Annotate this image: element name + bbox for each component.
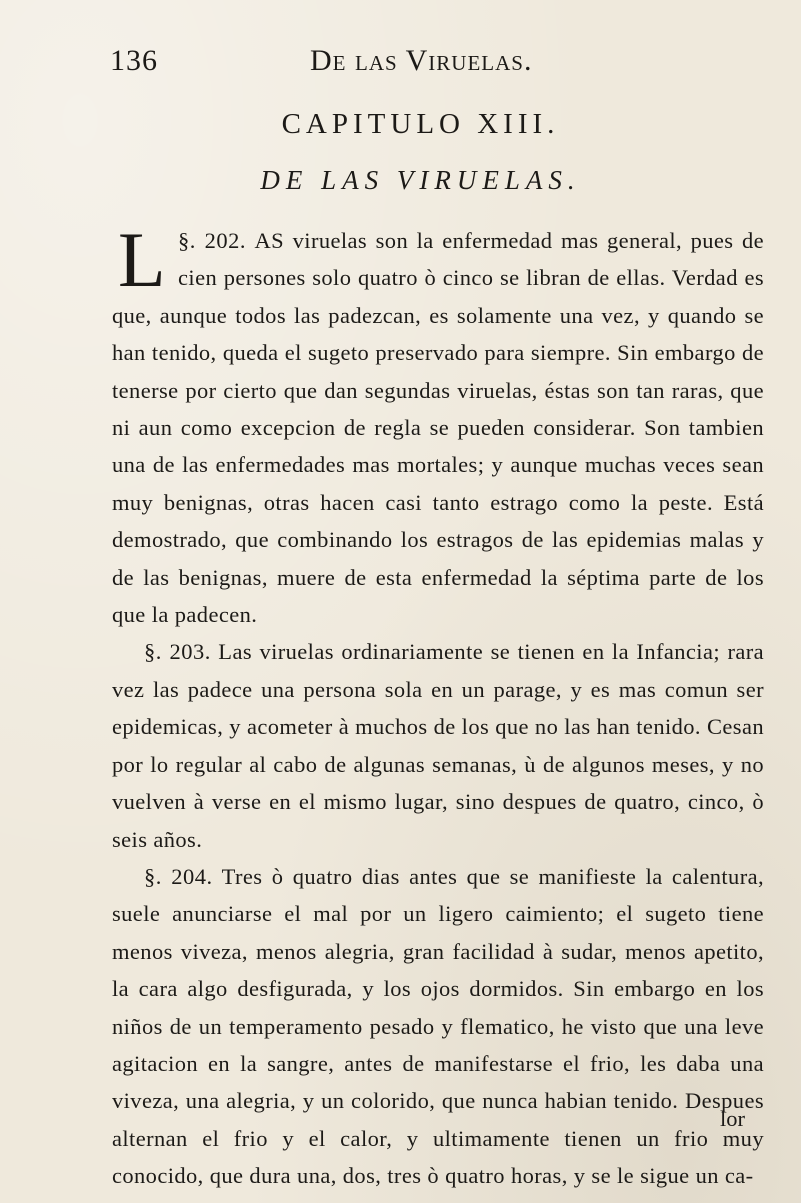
page-number: 136 (110, 44, 158, 77)
catchword: lor (720, 1106, 745, 1131)
section-heading: DE LAS VIRUELAS. (260, 165, 581, 195)
section-mark: §. 202. (178, 228, 246, 253)
drop-cap: L (118, 216, 167, 303)
running-title: De las Viruelas. (310, 44, 533, 77)
paragraph-text: AS viruelas son la enfermedad mas general, pues de cien persones solo quatro ò cinco se libran de ellas. Verdad es que, aunque todos las padezcan, es solamente una vez, y quando se han tenido, queda el sugeto preservado para siempre. Sin embargo de tenerse por cierto que dan segundas viruelas, éstas son tan raras, que ni aun como excepcion de regla se pueden considerar. Son tambien una de las enfermedades mas mortales; y aunque muchas veces sean muy benignas, otras hacen casi tanto estrago como la peste. Está demostrado, que combinando los estragos de las epidemias malas y de las benignas, muere de esta enfermedad la séptima parte de los que la padecen. (112, 228, 765, 628)
paragraph-text: Tres ò quatro dias antes que se manifieste la calentura, suele anunciarse el mal por un ligero caimiento; el sugeto tiene menos viveza, menos alegria, gran facilidad à sudar, menos apetito, la cara algo desfigurada, y los ojos dormidos. Sin embargo en los niños de un temperamento pesado y flematico, he visto que una leve agitacion en la sangre, antes de manifestarse el frio, les daba una viveza, una alegria, y un colorido, que nunca habian tenido. Despues alternan el frio y el calor, y ultimamente tienen un frio muy conocido, que dura una, dos, tres ò quatro horas, y se le sigue un ca- (112, 863, 764, 1189)
running-head (110, 44, 760, 84)
section-mark: §. 204. (144, 863, 213, 889)
body-text (112, 216, 765, 1195)
paragraph-202 (112, 216, 765, 633)
chapter-heading: CAPITULO XIII. (281, 108, 560, 140)
section-mark: §. 203. (144, 639, 211, 665)
paragraph-text: Las viruelas ordinariamente se tienen en la Infancia; rara vez las padece una persona sola en un parage, y es mas comun ser epidemicas, y acometer à muchos de los que no las han tenido. Cesan por lo regular al cabo de algunas semanas, ù de algunos meses, y no vuelven à verse en el mismo lugar, sino despues de quatro, cinco, ò seis años. (112, 639, 765, 852)
paragraph-203 (112, 633, 764, 857)
paragraph-204 (112, 858, 764, 1195)
